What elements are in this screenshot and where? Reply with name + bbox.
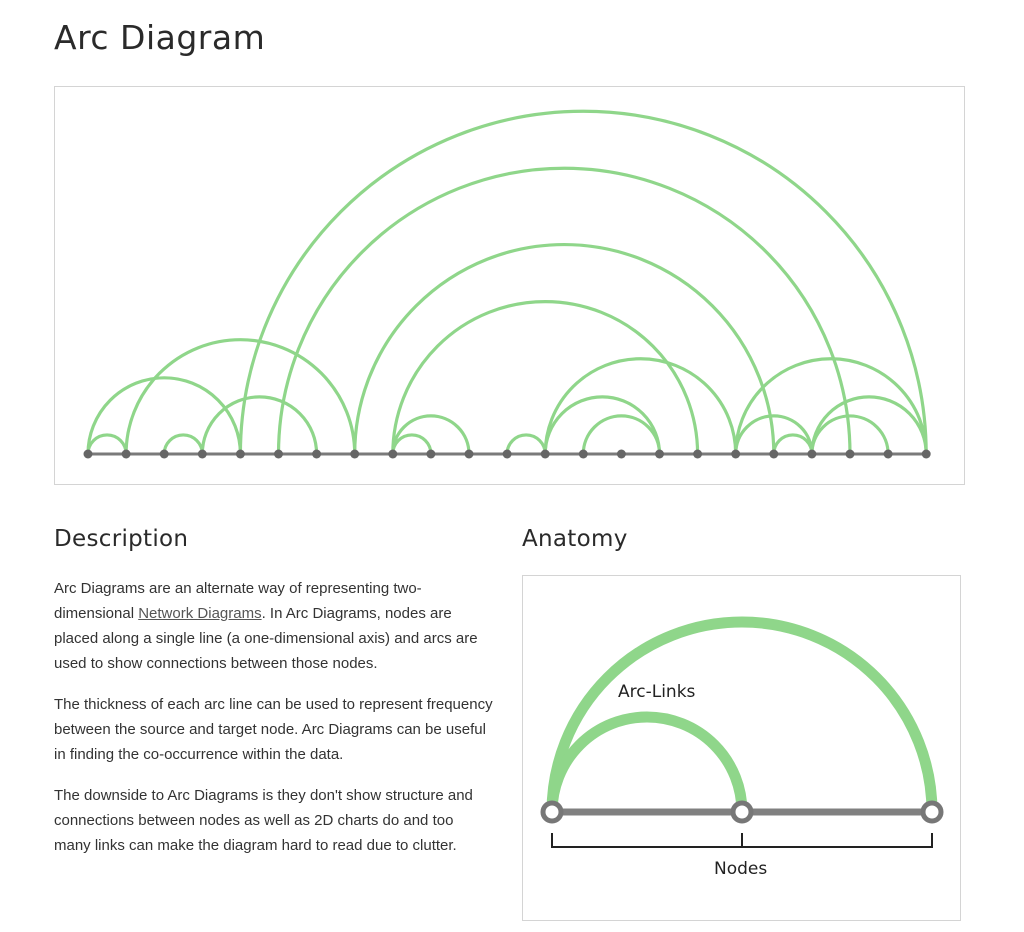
description-text	[54, 576, 494, 874]
arc-node	[846, 450, 855, 459]
nodes-bracket	[552, 833, 932, 847]
arc-node	[122, 450, 131, 459]
arc-link	[355, 245, 774, 454]
description-paragraph-2: The thickness of each arc line can be used to represent frequency between the source and target node. Arc Diagrams can be useful in finding the co-occurrence within the data.	[54, 696, 493, 763]
arc-link	[545, 359, 736, 454]
arc-node	[350, 450, 359, 459]
arc-node	[198, 450, 207, 459]
anatomy-illustration	[522, 575, 961, 921]
arc-link	[812, 397, 926, 454]
anatomy-node-1	[543, 803, 561, 821]
arc-links-label: Arc-Links	[618, 682, 696, 702]
arc-node	[274, 450, 283, 459]
description-heading: Description	[54, 526, 189, 552]
arc-node	[465, 450, 474, 459]
arc-node	[769, 450, 778, 459]
arc-node	[884, 450, 893, 459]
arc-node	[693, 450, 702, 459]
anatomy-svg	[523, 576, 960, 920]
description-p1-start: Arc Diagrams are an alternate way of representing two-dimensional	[54, 580, 422, 622]
arc-node	[388, 450, 397, 459]
arc-link	[774, 435, 812, 454]
arc-node	[84, 450, 93, 459]
arc-node	[160, 450, 169, 459]
anatomy-node-2	[733, 803, 751, 821]
anatomy-small-arc	[552, 717, 742, 812]
arc-link	[202, 397, 316, 454]
anatomy-node-3	[923, 803, 941, 821]
network-diagrams-link[interactable]: Network Diagrams	[138, 605, 262, 622]
arc-node	[922, 450, 931, 459]
arc-node	[655, 450, 664, 459]
arc-diagram-svg	[55, 87, 964, 484]
arc-node	[503, 450, 512, 459]
arc-node	[541, 450, 550, 459]
arc-link	[393, 435, 431, 454]
description-p1-end: . In Arc Diagrams, nodes are placed along a single line (a one-dimensional axis) and arcs are used to show connections between those nodes.	[54, 605, 478, 672]
arc-link	[164, 435, 202, 454]
arc-node	[731, 450, 740, 459]
description-paragraph-1	[54, 576, 494, 676]
arc-node	[579, 450, 588, 459]
nodes-label: Nodes	[714, 859, 768, 879]
arc-link	[507, 435, 545, 454]
arc-link	[88, 435, 126, 454]
arc-link	[545, 397, 659, 454]
arc-link	[736, 359, 927, 454]
page-title: Arc Diagram	[54, 18, 266, 57]
arc-node	[236, 450, 245, 459]
arc-diagram-illustration	[54, 86, 965, 485]
arc-links-group	[88, 111, 926, 454]
arc-node	[617, 450, 626, 459]
description-paragraph-3: The downside to Arc Diagrams is they don't show structure and connections between nodes as well as 2D charts do and too many links can make the diagram hard to read due to clutter.	[54, 787, 473, 854]
arc-node	[312, 450, 321, 459]
anatomy-heading: Anatomy	[522, 526, 628, 552]
arc-node	[807, 450, 816, 459]
arc-node	[426, 450, 435, 459]
